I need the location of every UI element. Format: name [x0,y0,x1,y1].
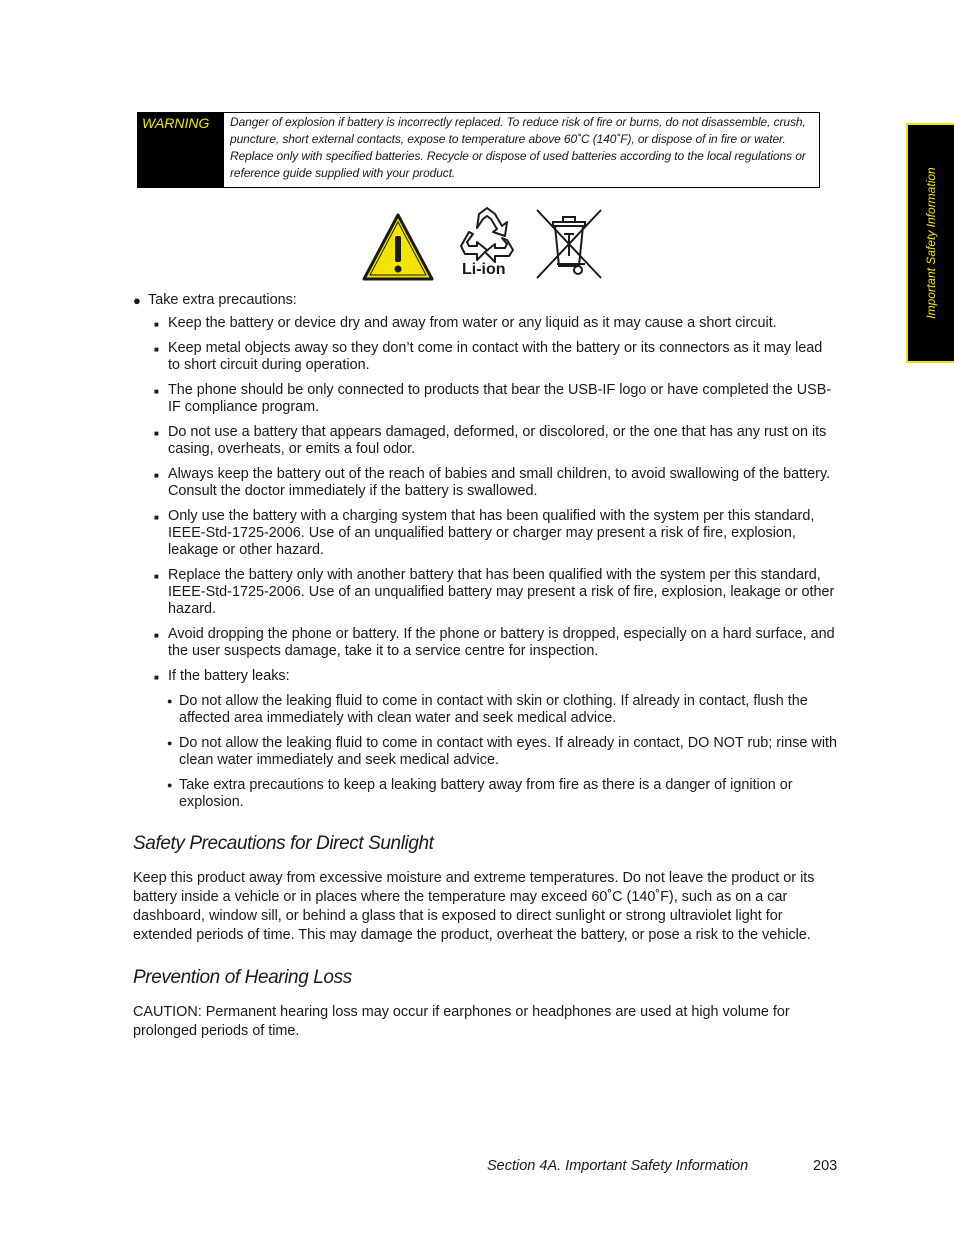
list-item: ■ Keep metal objects away so they don’t come in contact with the battery or its connectors as it may lead to short circuit during operation. [133,340,838,374]
sunlight-body: Keep this product away from excessive moisture and extreme temperatures. Do not leave the product or its battery inside a vehicle or in places where the temperature may exceed 60˚C (140˚F), such as on a car dashboard, window sill, or behind a glass that is exposed to direct sunlight or strong ultraviolet light for extended periods of time. This may damage the product, overheat the battery, or pose a risk to the vehicle. [133,870,815,943]
leak-list-item: ● Take extra precautions to keep a leaking battery away from fire as there is a danger of ignition or explosion. [133,777,838,811]
page-number: 203 [813,1158,838,1174]
warning-label: WARNING [138,113,224,187]
li-ion-label: Li-ion [462,261,506,278]
side-tab-label: Important Safety Information [924,167,938,319]
list-item: ■ Always keep the battery out of the reach of babies and small children, to avoid swallowing of the battery. Consult the doctor immediately if the battery is swallowed. [133,466,838,500]
footer-section-title: Section 4A. Important Safety Information [487,1158,749,1174]
hearing-body: CAUTION: Permanent hearing loss may occur if earphones or headphones are used at high volume for prolonged periods of time. [133,1004,790,1039]
list-item: ■ Do not use a battery that appears damaged, deformed, or discolored, or the one that has any rust on its casing, overheats, or emits a foul odor. [133,424,838,458]
precautions-heading: ● Take extra precautions: [133,292,838,309]
list-item: ■ If the battery leaks: [133,668,838,685]
leak-list-item: ● Do not allow the leaking fluid to come in contact with skin or clothing. If already in contact, flush the affected area immediately with clean water and seek medical advice. [133,693,838,727]
leak-list-item: ● Do not allow the leaking fluid to come in contact with eyes. If already in contact, DO NOT rub; rinse with clean water immediately and seek medical advice. [133,735,838,769]
crossed-bin-icon [533,208,605,280]
sunlight-heading: Safety Precautions for Direct Sunlight [133,833,434,854]
recycle-icon [457,206,517,264]
battery-symbols [362,204,612,284]
list-item: ■ The phone should be only connected to products that bear the USB-IF logo or have completed the USB-IF compliance program. [133,382,838,416]
list-item: ■ Avoid dropping the phone or battery. If the phone or battery is dropped, especially on a hard surface, and the user suspects damage, take it to a service centre for inspection. [133,626,838,660]
hearing-heading: Prevention of Hearing Loss [133,967,352,988]
list-item: ■ Keep the battery or device dry and away from water or any liquid as it may cause a short circuit. [133,315,838,332]
warning-box [137,112,820,188]
side-section-tab [906,123,954,363]
list-item: ■ Only use the battery with a charging system that has been qualified with the system per this standard, IEEE-Std-1725-2006. Use of an unqualified battery or charger may present a risk of fire, explosion, leakage or other hazard. [133,508,838,559]
page-footer [487,1158,838,1174]
warning-text: Danger of explosion if battery is incorrectly replaced. To reduce risk of fire or burns, do not disassemble, crush, puncture, short external contacts, expose to temperature above 60˚C (140˚F), or dispose of in fire or water. Replace only with specified batteries. Recycle or dispose of used batteries according to the local regulations or reference guide supplied with your product. [230,115,806,180]
warning-triangle-icon [362,212,434,282]
main-content [133,292,838,1041]
list-item: ■ Replace the battery only with another battery that has been qualified with the system per this standard, IEEE-Std-1725-2006. Use of an unqualified battery may present a risk of fire, explosion, leakage or other hazard. [133,567,838,618]
